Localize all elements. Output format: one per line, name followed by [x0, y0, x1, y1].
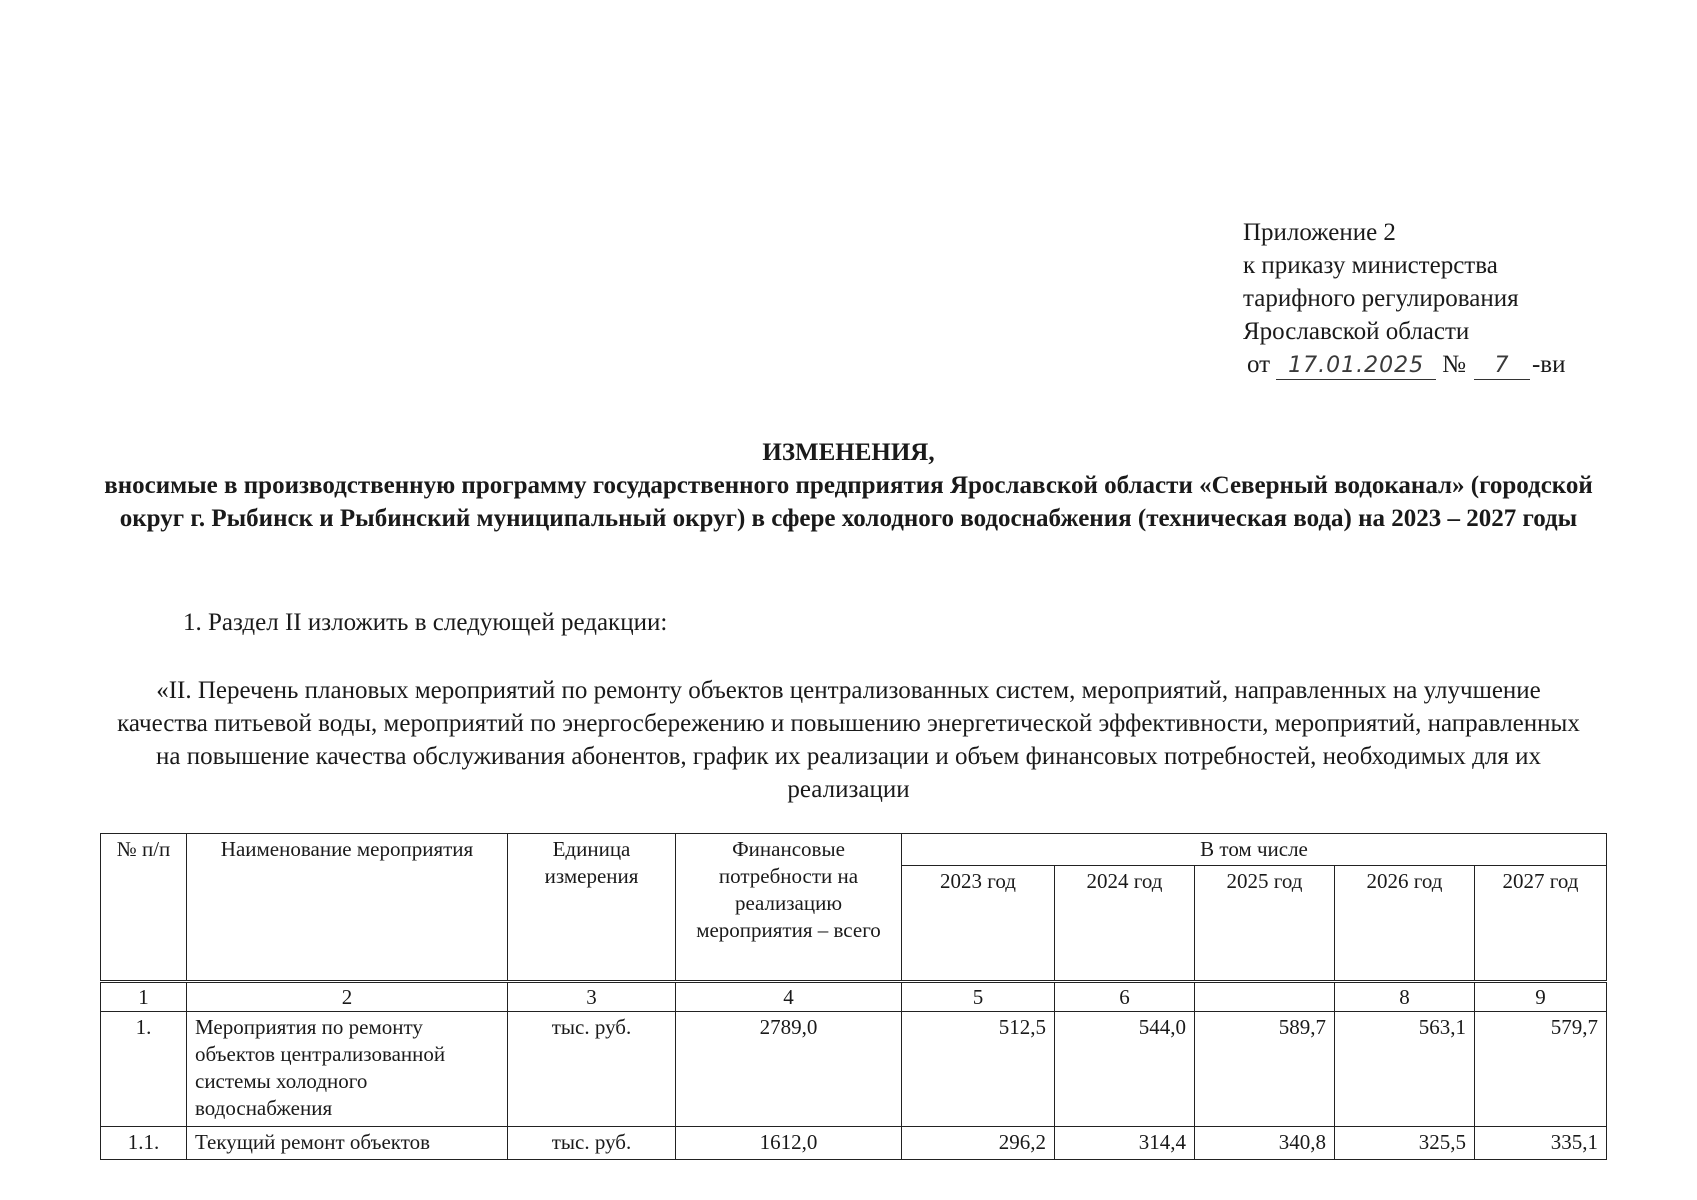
number-suffix: -ви [1531, 351, 1566, 378]
row-total: 1612,0 [676, 1127, 902, 1160]
appendix-line-2: к приказу министерства [1243, 252, 1498, 279]
appendix-line-4: Ярославской области [1243, 318, 1470, 345]
column-number: 3 [508, 982, 676, 1012]
header-including: В том числе [902, 834, 1607, 866]
appendix-line-1: Приложение 2 [1243, 219, 1396, 246]
column-number [1195, 982, 1335, 1012]
row-2027: 335,1 [1475, 1127, 1607, 1160]
header-year-2026: 2026 год [1335, 866, 1475, 982]
header-year-2025: 2025 год [1195, 866, 1335, 982]
appendix-block [1243, 216, 1565, 381]
header-num: № п/п [101, 834, 187, 982]
column-number: 9 [1475, 982, 1607, 1012]
row-2024: 314,4 [1055, 1127, 1195, 1160]
number-label: № [1442, 351, 1466, 378]
row-unit: тыс. руб. [508, 1012, 676, 1127]
document-subtitle: вносимые в производственную программу государственного предприятия Ярославской области «Северный водоканал» (городской округ г. Рыбинск и Рыбинский муниципальный округ) в сфере холодного водоснабжения (техническая вода) на 2023 – 2027 годы [104, 472, 1593, 532]
row-name: Мероприятия по ремонту объектов централизованной системы холодного водоснабжения [187, 1012, 508, 1127]
column-number: 4 [676, 982, 902, 1012]
document-title-block [100, 436, 1597, 535]
column-number: 8 [1335, 982, 1475, 1012]
row-2026: 563,1 [1335, 1012, 1475, 1127]
row-num: 1.1. [101, 1127, 187, 1160]
table-row [101, 1127, 1607, 1160]
header-finance: Финансовые потребности на реализацию мероприятия – всего [676, 834, 902, 982]
header-name: Наименование мероприятия [187, 834, 508, 982]
row-2027: 579,7 [1475, 1012, 1607, 1127]
header-year-2023: 2023 год [902, 866, 1055, 982]
row-2025: 589,7 [1195, 1012, 1335, 1127]
paragraph-1: 1. Раздел II изложить в следующей редакции: [183, 609, 668, 636]
section-heading: «II. Перечень плановых мероприятий по ремонту объектов централизованных систем, мероприятий, направленных на улучшение качества питьевой воды, мероприятий по энергосбережению и повышению энергетической эффективности, мероприятий, направленных на повышение качества обслуживания абонентов, график их реализации и объем финансовых потребностей, необходимых для их реализации [117, 677, 1580, 803]
column-number: 5 [902, 982, 1055, 1012]
document-title: ИЗМЕНЕНИЯ, [762, 439, 935, 466]
row-total: 2789,0 [676, 1012, 902, 1127]
from-label: от [1247, 351, 1271, 378]
measures-table [100, 833, 1607, 1160]
row-2024: 544,0 [1055, 1012, 1195, 1127]
handwritten-date: 17.01.2025 [1276, 353, 1436, 380]
column-number-row [101, 982, 1607, 1012]
handwritten-number: 7 [1474, 353, 1530, 380]
row-unit: тыс. руб. [508, 1127, 676, 1160]
row-2026: 325,5 [1335, 1127, 1475, 1160]
column-number: 6 [1055, 982, 1195, 1012]
header-year-2024: 2024 год [1055, 866, 1195, 982]
header-year-2027: 2027 год [1475, 866, 1607, 982]
row-num: 1. [101, 1012, 187, 1127]
row-2023: 512,5 [902, 1012, 1055, 1127]
column-number: 1 [101, 982, 187, 1012]
order-date-line [1243, 348, 1565, 381]
row-2023: 296,2 [902, 1127, 1055, 1160]
header-unit: Единица измерения [508, 834, 676, 982]
table-row [101, 1012, 1607, 1127]
row-name: Текущий ремонт объектов [187, 1127, 508, 1160]
column-number: 2 [187, 982, 508, 1012]
row-2025: 340,8 [1195, 1127, 1335, 1160]
appendix-line-3: тарифного регулирования [1243, 285, 1519, 312]
